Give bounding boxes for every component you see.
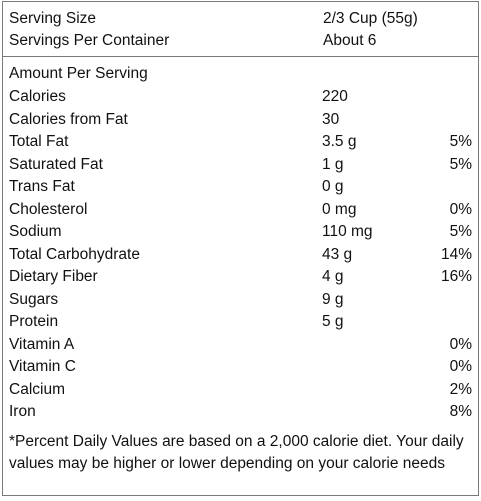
nutrient-name: Cholesterol [9,200,88,218]
nutrient-name: Calories from Fat [9,110,128,128]
servings-per-container-row [9,30,472,52]
nutrient-row-vitamin-c [9,356,472,378]
nutrient-name: Dietary Fiber [9,268,98,285]
daily-value-footnote: *Percent Daily Values are based on a 2,000 calorie diet. Your daily values may be higher or lower depending on your calorie needs [9,433,464,472]
nutrient-amount: 1 g [322,155,344,173]
nutrient-row-calcium [9,379,472,401]
nutrient-name: Total Carbohydrate [9,245,140,263]
nutrient-name: Iron [9,403,36,420]
servings-per-container-value: About 6 [323,32,377,49]
nutrient-amount: 43 g [322,245,353,263]
nutrient-row-sugars [9,289,472,311]
nutrient-daily-value: 16% [440,268,472,285]
nutrient-row-calories [9,86,472,108]
nutrient-row-sodium [9,221,472,243]
nutrient-amount: 0 g [322,178,344,195]
nutrient-name: Total Fat [9,133,69,150]
nutrient-daily-value: 5% [449,155,472,173]
nutrient-name: Calories [9,88,66,105]
nutrient-name: Vitamin C [9,358,76,375]
nutrient-amount: 3.5 g [322,133,357,150]
nutrient-daily-value: 0% [449,335,472,353]
nutrient-daily-value: 14% [440,245,472,263]
nutrient-row-vitamin-a [9,334,472,356]
nutrient-name: Sugars [9,290,59,308]
nutrient-daily-value: 5% [449,223,472,240]
nutrient-amount: 4 g [322,268,344,285]
serving-size-row [9,8,472,30]
nutrient-name: Trans Fat [9,178,75,195]
nutrition-facts-panel [2,1,479,496]
nutrient-daily-value: 2% [449,380,472,398]
nutrient-row-iron [9,401,472,423]
amount-per-serving-label: Amount Per Serving [9,65,148,82]
nutrient-name: Protein [9,313,59,330]
nutrient-name: Sodium [9,223,62,240]
amount-per-serving-header [9,63,472,85]
nutrient-daily-value: 0% [449,200,472,218]
servings-per-container-label: Servings Per Container [9,32,170,49]
nutrient-amount: 30 [322,110,340,128]
serving-size-label: Serving Size [9,10,97,27]
nutrient-row-calories-from-fat [9,109,472,131]
nutrient-amount: 110 mg [322,223,373,240]
nutrient-name: Vitamin A [9,335,75,353]
nutrient-name: Calcium [9,380,65,398]
nutrient-row-saturated-fat [9,154,472,176]
nutrient-amount: 220 [322,88,348,105]
nutrient-row-total-fat [9,131,472,153]
nutrient-row-total-carbohydrate [9,244,472,266]
nutrient-amount: 9 g [322,290,344,308]
nutrient-amount: 0 mg [322,200,357,218]
section-divider [3,56,478,57]
nutrient-row-trans-fat [9,176,472,198]
nutrient-row-dietary-fiber [9,266,472,288]
nutrient-name: Saturated Fat [9,155,103,173]
nutrient-daily-value: 0% [449,358,472,375]
nutrient-row-cholesterol [9,199,472,221]
nutrient-daily-value: 8% [449,403,472,420]
serving-size-value: 2/3 Cup (55g) [323,10,418,27]
nutrient-daily-value: 5% [449,133,472,150]
nutrient-amount: 5 g [322,313,344,330]
nutrient-row-protein [9,311,472,333]
